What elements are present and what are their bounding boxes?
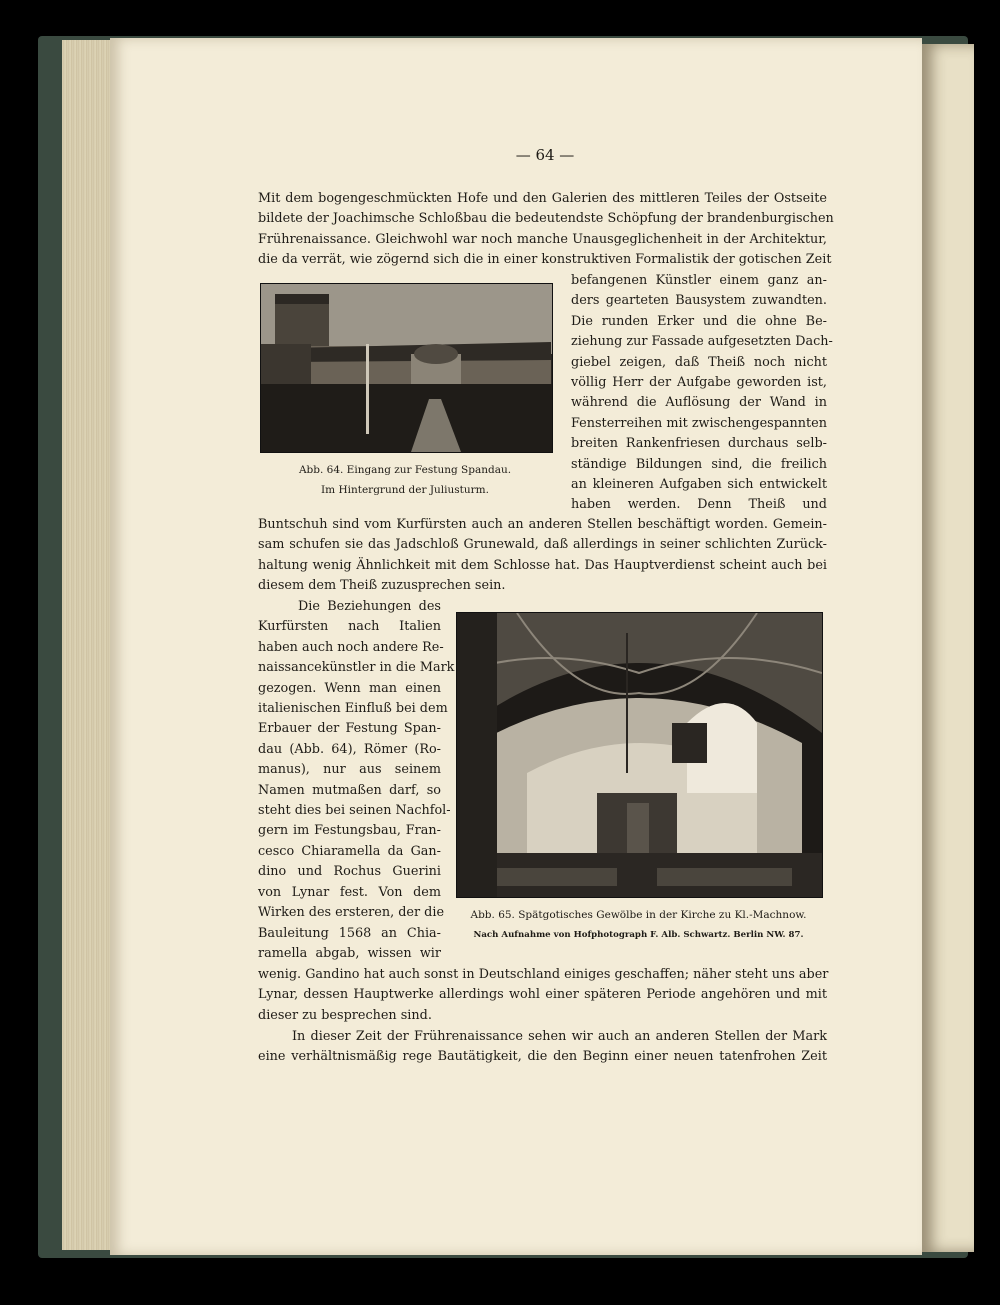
text-line: In dieser Zeit der Frührenaissance sehen wir auch an anderen Stellen der Mark [292, 1029, 827, 1044]
text-line: eine verhältnismäßig rege Bautätigkeit, die den Beginn einer neuen tatenfrohen Zeit [258, 1049, 827, 1065]
text-line: die da verrät, wie zögernd sich die in einer konstruktiven Formalistik der gotischen Zeit [258, 252, 832, 268]
text-line: steht dies bei seinen Nachfol- [258, 803, 451, 819]
fortress-illustration [261, 284, 552, 452]
text-line: wenig. Gandino hat auch sonst in Deutschland einiges geschaffen; näher steht uns aber [258, 967, 829, 982]
text-line: Fensterreihen mit zwischengespannten [571, 415, 827, 431]
text-line: Buntschuh sind vom Kurfürsten auch an anderen Stellen beschäftigt worden. Gemein- [258, 517, 827, 532]
photo-credit: Nach Aufnahme von Hofphotograph F. Alb. Schwartz. Berlin NW. 87. [473, 930, 804, 941]
text-line: an kleineren Aufgaben sich entwickelt [571, 477, 827, 493]
text-line: Wirken des ersteren, der die [258, 905, 445, 921]
text-line: befangenen Künstler einem ganz an- [571, 273, 827, 288]
text-line: manus), nur aus seinem [258, 762, 441, 778]
page-number: — 64 — [515, 146, 575, 164]
text-line: dau (Abb. 64), Römer (Ro- [258, 741, 441, 757]
text-line: naissancekünstler in die Mark [258, 660, 455, 676]
caption-line: Abb. 64. Eingang zur Festung Spandau. [298, 464, 512, 476]
wrap-text-right [571, 271, 833, 516]
text-line: dieser zu besprechen sind. [258, 1007, 432, 1023]
text-line: völlig Herr der Aufgabe geworden ist, [571, 375, 827, 391]
text-line: ramella abgab, wissen wir [258, 945, 441, 961]
text-line: ständige Bildungen sind, die freilich [571, 456, 827, 472]
text-line: Erbauer der Festung Span- [258, 721, 441, 737]
text-line: Die runden Erker und die ohne Be- [571, 313, 827, 329]
text-line: bildete der Joachimsche Schloßbau die bedeutendste Schöpfung der brandenburgischen [258, 211, 834, 227]
text-line: gezogen. Wenn man einen [258, 680, 441, 696]
text-line: dino und Rochus Guerini [258, 864, 441, 880]
text-line: haben auch noch andere Re- [258, 639, 444, 655]
paragraph-2 [258, 515, 827, 597]
figure-64-caption [255, 462, 555, 503]
caption-line: Abb. 65. Spätgotisches Gewölbe in der Kirche zu Kl.-Machnow. [470, 909, 807, 921]
caption-line: Im Hintergrund der Juliusturm. [321, 484, 489, 497]
paragraph-1 [258, 189, 834, 271]
church-vault-illustration [457, 613, 822, 897]
text-line: gern im Festungsbau, Fran- [258, 823, 441, 839]
text-line: diesem dem Theiß zuzusprechen sein. [258, 578, 506, 594]
text-line: italienischen Einfluß bei dem [258, 701, 448, 717]
text-line: Lynar, dessen Hauptwerke allerdings wohl einer späteren Periode angehören und mit [258, 987, 827, 1003]
text-line: Kurfürsten nach Italien [258, 619, 441, 635]
text-line: haltung wenig Ähnlichkeit mit dem Schlosse hat. Das Hauptverdienst scheint auch bei [258, 557, 827, 573]
text-line: während die Auflösung der Wand in [571, 395, 827, 411]
facing-page [922, 44, 974, 1252]
text-line: sam schufen sie das Jadschloß Grunewald, daß allerdings in seiner schlichten Zurück- [258, 537, 827, 553]
text-line: Mit dem bogengeschmückten Hofe und den Galerien des mittleren Teiles der Ostseite [258, 191, 827, 206]
paragraph-4 [258, 1027, 827, 1068]
text-line: Frührenaissance. Gleichwohl war noch manche Unausgeglichenheit in der Architektur, [258, 231, 827, 247]
text-line: breiten Rankenfriesen durchaus selb- [571, 436, 827, 452]
wrap-text-left [258, 597, 455, 964]
text-line: ders gearteten Bausystem zuwandten. [571, 293, 827, 309]
text-line: haben werden. Denn Theiß und [571, 497, 827, 513]
figure-64-photo [260, 283, 553, 453]
text-line: Namen mutmaßen darf, so [258, 782, 441, 798]
text-line: cesco Chiaramella da Gan- [258, 843, 441, 859]
figure-65-photo [456, 612, 823, 898]
text-line: Die Beziehungen des [298, 599, 441, 614]
text-line: von Lynar fest. Von dem [258, 884, 441, 900]
figure-65-caption [451, 907, 826, 948]
text-line: giebel zeigen, daß Theiß noch nicht [571, 354, 827, 370]
text-line: ziehung zur Fassade aufgesetzten Dach- [571, 334, 833, 350]
text-line: Bauleitung 1568 an Chia- [258, 925, 441, 941]
paragraph-3 [258, 965, 827, 1026]
